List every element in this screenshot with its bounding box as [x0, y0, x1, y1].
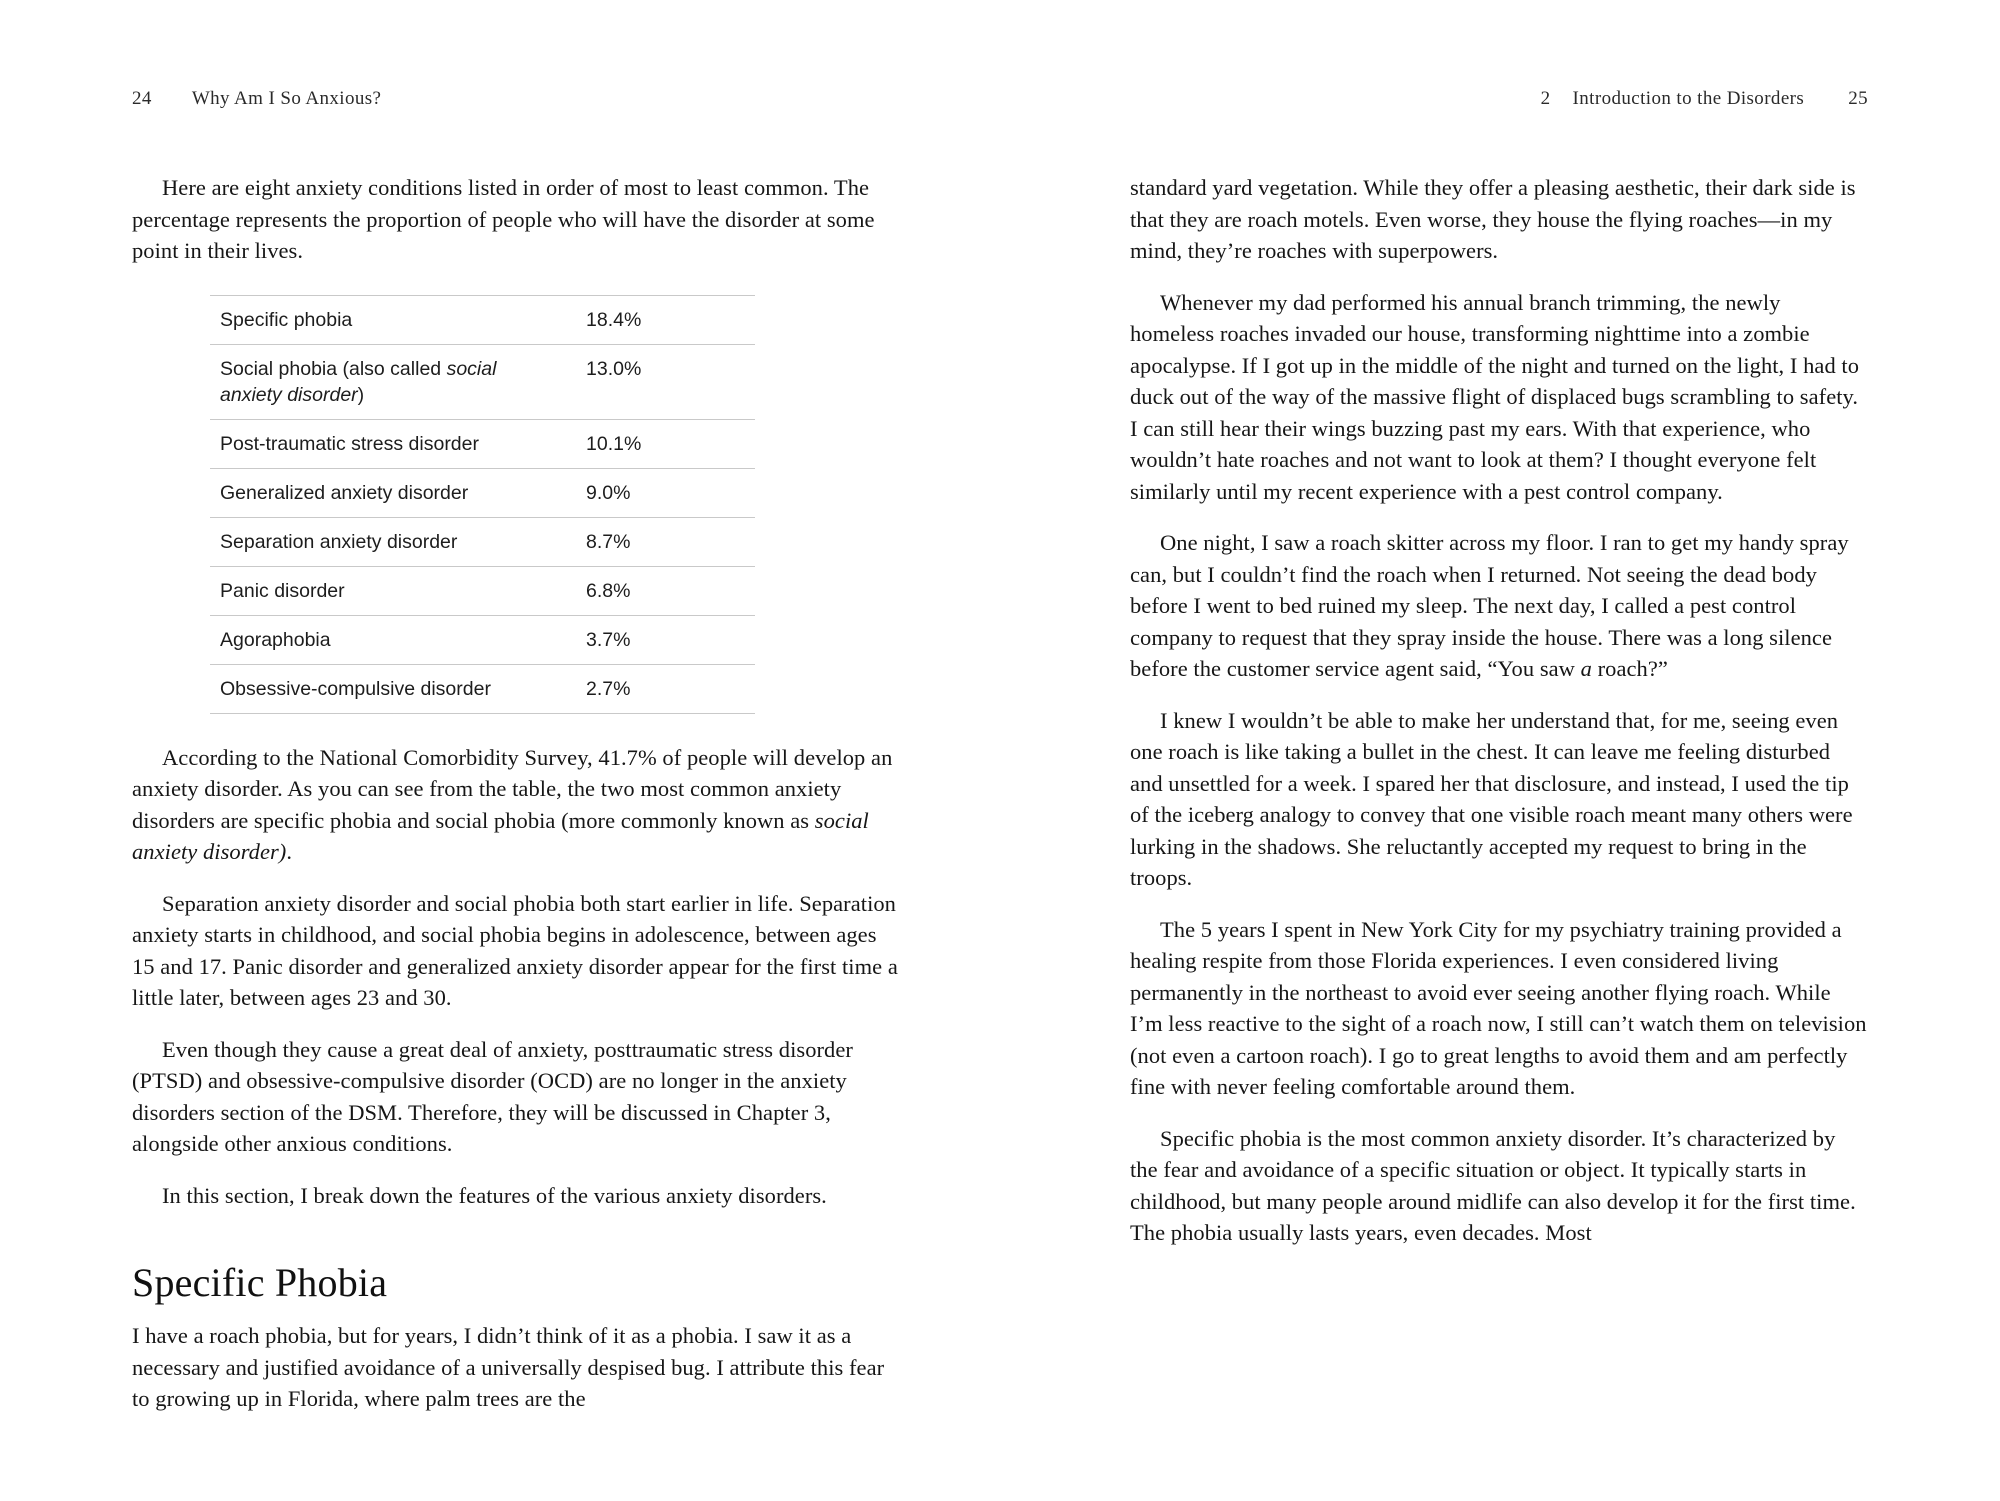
table-cell-label: [210, 566, 560, 615]
table-label-text: Obsessive-compulsive disorder: [220, 677, 491, 700]
paragraph-one-night: [1130, 527, 1868, 685]
table-row: [210, 517, 755, 566]
right-folio: 25: [1848, 88, 1868, 109]
table-label-text: Generalized anxiety disorder: [220, 481, 469, 504]
left-folio: 24: [132, 88, 152, 109]
paragraph-intro: Here are eight anxiety conditions listed in order of most to least common. The percentage represents the proportion of people who will have the disorder at some point in their lives.: [132, 175, 875, 263]
table-cell-label: [210, 419, 560, 468]
left-running-head-title: Why Am I So Anxious?: [191, 88, 382, 109]
paragraph-comorbidity-tail: .: [286, 839, 293, 864]
table-cell-label: [210, 615, 560, 664]
paragraph-roach-phobia: I have a roach phobia, but for years, I didn’t think of it as a phobia. I saw it as a necessary and justified avoidance of a universally despised bug. I attribute this fear to growing up in Florida, where palm trees are the: [132, 1323, 885, 1411]
table-cell-percent: 9.0%: [586, 481, 631, 504]
paragraph-comorbidity-text: According to the National Comorbidity Survey, 41.7% of people will develop an anxiety disorder. As you can see from the table, the two most common anxiety disorders are specific phobia and social phobia (more commonly known as: [132, 744, 893, 833]
paragraph-one-night-text: One night, I saw a roach skitter across my floor. I ran to get my handy spray can, but I couldn’t find the roach when I returned. Not seeing the dead body before I went to bed ruined my sleep. The next day, I called a pest control company to request that they spray inside the house. There was a long silence before the customer service agent said, “You saw: [1130, 530, 1849, 681]
table-cell-label: [210, 468, 560, 517]
right-body-column: [1130, 172, 1868, 1249]
paragraph-comorbidity: [132, 742, 900, 868]
table-label-text: Separation anxiety disorder: [220, 530, 458, 553]
table-label-text: Panic disorder: [220, 579, 345, 602]
right-running-head-title: Introduction to the Disorders: [1572, 88, 1805, 109]
table-label-tail: ): [357, 383, 365, 406]
table-row: [210, 419, 755, 468]
right-page: [1000, 0, 2000, 1501]
section-heading-specific-phobia: Specific Phobia: [132, 1260, 388, 1305]
right-chapter-number: 2: [1540, 88, 1551, 109]
paragraph-specific-phobia-definition: Specific phobia is the most common anxiety disorder. It’s characterized by the fear and avoidance of a specific situation or object. It typically starts in childhood, but many people around midlife can also develop it for the first time. The phobia usually lasts years, even decades. Most: [1130, 1125, 1856, 1245]
table-cell-percent: 13.0%: [586, 357, 642, 380]
table-cell-percent: 18.4%: [586, 308, 642, 331]
table-row: [210, 468, 755, 517]
left-running-head: [132, 88, 900, 122]
paragraph-nyc: The 5 years I spent in New York City for my psychiatry training provided a healing respite from those Florida experiences. I even considered living permanently in the northeast to avoid ever seeing another flying roach. While I’m less reactive to the sight of a roach now, I still can’t watch them on television (not even a cartoon roach). I go to great lengths to avoid them and am perfectly fine with never feeling comfortable around them.: [1130, 916, 1867, 1099]
table-cell-percent: 2.7%: [586, 677, 631, 700]
table-label-text: Specific phobia: [220, 308, 353, 331]
paragraph-ptsd-ocd: Even though they cause a great deal of anxiety, posttraumatic stress disorder (PTSD) and obsessive-compulsive disorder (OCD) are no longer in the anxiety disorders section of the DSM. Therefore, they will be discussed in Chapter 3, alongside other anxious conditions.: [132, 1036, 853, 1156]
table-label-text: Agoraphobia: [220, 628, 331, 651]
table-row: [210, 295, 755, 344]
table-row: [210, 615, 755, 664]
paragraph-section-intro: In this section, I break down the features of the various anxiety disorders.: [162, 1182, 827, 1208]
table-cell-percent: 8.7%: [586, 530, 631, 553]
paragraph-one-night-tail: roach?”: [1591, 656, 1668, 681]
table-cell-label: [210, 344, 560, 419]
paragraph-continued: standard yard vegetation. While they offer a pleasing aesthetic, their dark side is that they are roach motels. Even worse, they house the flying roaches—in my mind, they’re roaches with superpowers.: [1130, 175, 1856, 263]
paragraph-knew: I knew I wouldn’t be able to make her understand that, for me, seeing even one roach is like taking a bullet in the chest. It can leave me feeling disturbed and unsettled for a week. I spared her that disclosure, and instead, I used the tip of the iceberg analogy to convey that one visible roach meant many others were lurking in the shadows. She reluctantly accepted my request to bring in the troops.: [1130, 707, 1853, 890]
table-cell-label: [210, 664, 560, 713]
table-cell-percent: 3.7%: [586, 628, 631, 651]
table-label-text: Social phobia (also called: [220, 357, 447, 380]
paragraph-separation: Separation anxiety disorder and social phobia both start earlier in life. Separation anxiety starts in childhood, and social phobia begins in adolescence, between ages 15 and 17. Panic disorder and generalized anxiety disorder appear for the first time a little later, between ages 23 and 30.: [132, 890, 898, 1010]
table-label-italic: social anxiety disorder: [220, 357, 497, 406]
paragraph-one-night-italic: a: [1580, 656, 1592, 681]
table-row: [210, 664, 755, 713]
paragraph-comorbidity-italic: social anxiety disorder): [132, 807, 869, 864]
table-row: [210, 566, 755, 615]
anxiety-conditions-table-wrapper: [210, 295, 755, 714]
table-cell-label: [210, 517, 560, 566]
table-cell-label: [210, 295, 560, 344]
table-row: [210, 344, 755, 419]
table-cell-percent: 10.1%: [586, 432, 642, 455]
left-body-column: [132, 172, 900, 1415]
paragraph-dad-trimming: Whenever my dad performed his annual branch trimming, the newly homeless roaches invaded our house, transforming nighttime into a zombie apocalypse. If I got up in the middle of the night and turned on the light, I had to duck out of the way of the massive flight of displaced bugs scrambling to safety. I can still hear their wings buzzing past my ears. With that experience, who wouldn’t hate roaches and not want to look at them? I thought everyone felt similarly until my recent experience with a pest control company.: [1130, 289, 1860, 504]
anxiety-conditions-table: [210, 295, 755, 714]
table-label-text: Post-traumatic stress disorder: [220, 432, 479, 455]
table-cell-percent: 6.8%: [586, 579, 631, 602]
right-running-head: [1130, 88, 1868, 122]
